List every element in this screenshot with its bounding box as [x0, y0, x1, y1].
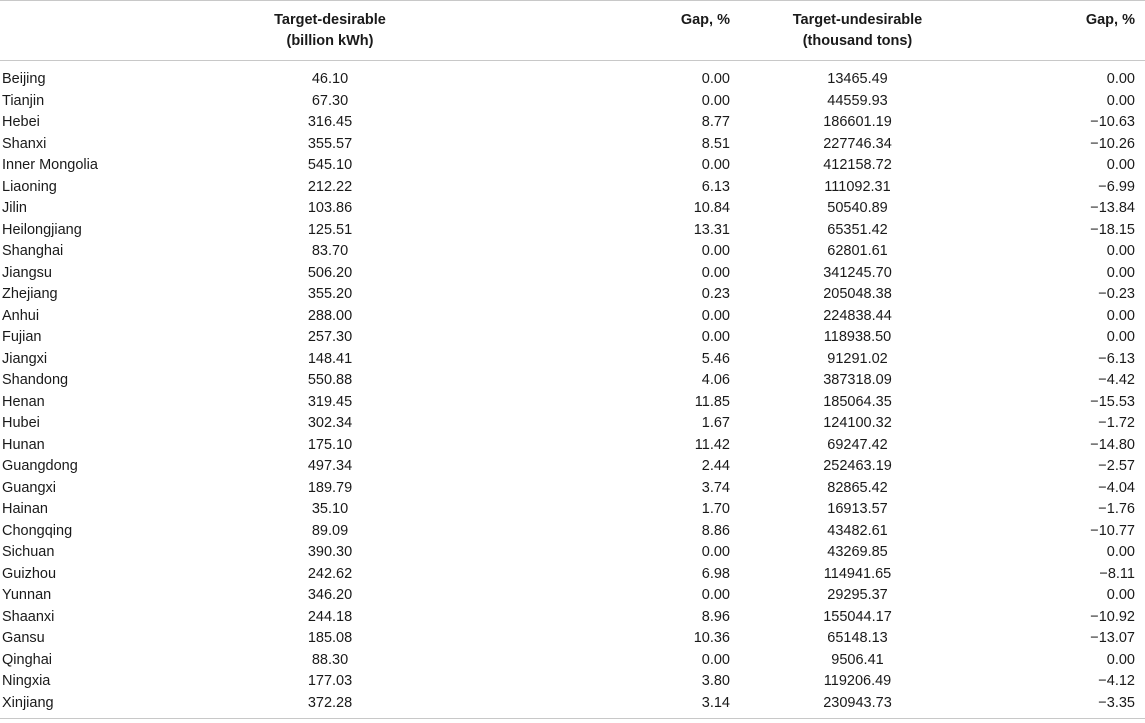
table-row: [0, 263, 1145, 285]
cell-target-undesirable: 43269.85: [827, 544, 888, 560]
cell-target-undesirable: 65148.13: [827, 630, 888, 646]
header-target-undesirable: [730, 1, 985, 61]
cell-target-desirable: 550.88: [307, 372, 353, 388]
cell-gap-undesirable: −1.72: [1098, 415, 1135, 431]
header-target-undesirable-unit: (thousand tons): [802, 33, 913, 49]
cell-region: Beijing: [2, 71, 46, 87]
table-row: [0, 177, 1145, 199]
cell-gap-desirable: 6.13: [701, 178, 730, 195]
cell-target-desirable: 302.34: [307, 415, 353, 431]
cell-region: Hebei: [2, 114, 40, 130]
cell-target-undesirable: 341245.70: [823, 264, 892, 281]
table-row: [0, 306, 1145, 328]
cell-gap-undesirable: −18.15: [1090, 221, 1135, 238]
cell-target-undesirable: 111092.31: [824, 178, 891, 195]
header-gap-desirable: Gap, %: [480, 1, 730, 61]
table-row: [0, 607, 1145, 629]
cell-gap-undesirable: −0.23: [1098, 286, 1135, 302]
table-row: [0, 456, 1145, 478]
cell-gap-desirable: 3.80: [701, 673, 730, 689]
cell-region: Hainan: [2, 501, 48, 517]
cell-target-desirable: 83.70: [311, 243, 349, 259]
cell-target-desirable: 390.30: [307, 544, 353, 560]
table-row: [0, 628, 1145, 650]
table-row: [0, 413, 1145, 435]
table-header: [0, 1, 1145, 61]
cell-region: Sichuan: [2, 544, 55, 560]
cell-gap-desirable: 0.00: [701, 587, 730, 603]
cell-target-desirable: 212.22: [307, 178, 353, 195]
cell-target-desirable: 148.41: [307, 350, 353, 367]
cell-gap-undesirable: −10.92: [1090, 608, 1135, 625]
cell-target-desirable: 89.09: [311, 522, 349, 539]
cell-target-desirable: 189.79: [307, 479, 353, 496]
cell-target-undesirable: 185064.35: [823, 393, 892, 410]
cell-target-desirable: 319.45: [307, 393, 353, 410]
cell-region: Zhejiang: [2, 286, 58, 302]
cell-target-desirable: 242.62: [307, 565, 353, 582]
cell-gap-desirable: 0.00: [701, 71, 730, 87]
cell-target-undesirable: 43482.61: [827, 522, 888, 539]
table-row: [0, 564, 1145, 586]
cell-region: Liaoning: [2, 178, 57, 195]
cell-target-desirable: 355.57: [307, 135, 353, 152]
cell-target-desirable: 67.30: [311, 92, 349, 109]
cell-region: Yunnan: [2, 587, 52, 603]
cell-gap-desirable: 0.00: [701, 92, 730, 109]
header-target-desirable: [180, 1, 480, 61]
cell-gap-undesirable: 0.00: [1106, 71, 1135, 87]
cell-target-desirable: 346.20: [307, 587, 353, 603]
cell-gap-undesirable: −13.84: [1090, 200, 1135, 216]
cell-gap-desirable: 0.00: [701, 651, 730, 668]
cell-gap-desirable: 0.00: [701, 307, 730, 324]
cell-target-undesirable: 44559.93: [827, 92, 888, 109]
cell-gap-undesirable: 0.00: [1106, 651, 1135, 668]
cell-gap-undesirable: −4.04: [1098, 479, 1135, 496]
cell-region: Ningxia: [2, 673, 51, 689]
cell-region: Xinjiang: [0, 693, 180, 719]
cell-gap-undesirable: 0.00: [1106, 587, 1135, 603]
cell-target-desirable: 175.10: [307, 436, 353, 453]
cell-target-desirable: 506.20: [307, 264, 353, 281]
cell-region: Shaanxi: [2, 608, 55, 625]
cell-gap-undesirable: −2.57: [1098, 458, 1135, 474]
cell-region: Guangxi: [2, 479, 57, 496]
cell-gap-desirable: 13.31: [693, 221, 730, 238]
table-row: [0, 650, 1145, 672]
cell-gap-undesirable: −4.12: [1098, 673, 1135, 689]
cell-gap-desirable: 2.44: [701, 458, 730, 474]
cell-gap-desirable: 8.77: [701, 114, 730, 130]
header-target-desirable-unit: (billion kWh): [286, 33, 374, 49]
cell-gap-desirable: 11.85: [694, 393, 730, 410]
cell-target-desirable: 244.18: [307, 608, 353, 625]
cell-gap-undesirable: −15.53: [1090, 393, 1135, 410]
cell-gap-undesirable: −13.07: [1090, 630, 1135, 646]
cell-gap-undesirable: −8.11: [1099, 565, 1135, 582]
cell-gap-undesirable: 0.00: [1106, 157, 1135, 173]
cell-gap-desirable: 1.70: [701, 501, 730, 517]
cell-gap-desirable: 10.84: [693, 200, 730, 216]
cell-gap-desirable: 8.86: [701, 522, 730, 539]
cell-gap-undesirable: 0.00: [1106, 544, 1135, 560]
table-row: [0, 478, 1145, 500]
cell-target-undesirable: 224838.44: [823, 307, 892, 324]
cell-region: Gansu: [2, 630, 45, 646]
cell-gap-desirable: 8.96: [701, 608, 730, 625]
table-row: [0, 155, 1145, 177]
cell-gap-desirable: 1.67: [701, 415, 730, 431]
cell-target-desirable: 257.30: [307, 329, 353, 345]
header-region: [0, 1, 180, 61]
cell-target-undesirable: 65351.42: [827, 221, 888, 238]
cell-region: Henan: [2, 393, 45, 410]
cell-gap-undesirable: −1.76: [1098, 501, 1135, 517]
cell-region: Hunan: [2, 436, 45, 453]
cell-target-undesirable: 13465.49: [827, 71, 888, 87]
cell-gap-desirable: 5.46: [701, 350, 730, 367]
cell-region: Shanxi: [2, 135, 47, 152]
cell-target-undesirable: 82865.42: [827, 479, 888, 496]
cell-gap-undesirable: −10.63: [1090, 114, 1135, 130]
cell-target-undesirable: 155044.17: [823, 608, 892, 625]
cell-gap-desirable: 4.06: [701, 372, 730, 388]
cell-gap-undesirable: 0.00: [1106, 329, 1135, 345]
cell-region: Anhui: [2, 307, 40, 324]
header-target-undesirable-title: Target-undesirable: [792, 12, 923, 28]
cell-target-undesirable: 412158.72: [823, 157, 892, 173]
cell-gap-undesirable: −6.13: [1098, 350, 1135, 367]
cell-target-desirable: 88.30: [311, 651, 349, 668]
table-row: [0, 349, 1145, 371]
cell-gap-desirable: 3.74: [701, 479, 730, 496]
table-row: [0, 693, 1145, 719]
cell-target-desirable: 288.00: [307, 307, 353, 324]
cell-gap-desirable: 10.36: [693, 630, 730, 646]
table-row: [0, 585, 1145, 607]
table-row: [0, 370, 1145, 392]
cell-gap-undesirable: 0.00: [1106, 243, 1135, 259]
cell-target-undesirable: 118938.50: [823, 329, 892, 345]
cell-gap-desirable: 8.51: [701, 135, 730, 152]
table-row: [0, 112, 1145, 134]
cell-target-desirable: 497.34: [307, 458, 353, 474]
cell-target-undesirable: 9506.41: [831, 651, 884, 668]
table-row: [0, 91, 1145, 113]
table-row: [0, 521, 1145, 543]
cell-gap-undesirable: 0.00: [1106, 264, 1135, 281]
cell-gap-desirable: 0.00: [701, 157, 730, 173]
cell-target-undesirable: 119206.49: [823, 673, 892, 689]
table-row: [0, 435, 1145, 457]
table-row: [0, 392, 1145, 414]
cell-gap-undesirable: −10.26: [1090, 135, 1135, 152]
cell-region: Tianjin: [2, 92, 45, 109]
table-row: [0, 671, 1145, 693]
cell-target-undesirable: 91291.02: [827, 350, 888, 367]
cell-target-desirable: 125.51: [307, 221, 353, 238]
cell-gap-undesirable: −4.42: [1098, 372, 1135, 388]
cell-target-undesirable: 50540.89: [827, 200, 888, 216]
table-row: [0, 241, 1145, 263]
cell-gap-desirable: 0.23: [701, 286, 730, 302]
cell-gap-undesirable: −3.35: [985, 693, 1145, 719]
cell-gap-undesirable: 0.00: [1106, 307, 1135, 324]
cell-region: Qinghai: [2, 651, 52, 668]
header-gap-undesirable: Gap, %: [985, 1, 1145, 61]
cell-target-desirable: 545.10: [307, 157, 353, 173]
cell-target-desirable: 316.45: [307, 114, 353, 130]
cell-gap-undesirable: 0.00: [1106, 92, 1135, 109]
cell-gap-desirable: 11.42: [694, 436, 730, 453]
cell-target-undesirable: 16913.57: [827, 501, 888, 517]
cell-target-undesirable: 124100.32: [823, 415, 892, 431]
cell-target-undesirable: 205048.38: [823, 286, 892, 302]
cell-region: Shandong: [2, 372, 69, 388]
cell-region: Guangdong: [2, 458, 78, 474]
cell-target-undesirable: 62801.61: [827, 243, 888, 259]
cell-gap-desirable: 0.00: [701, 264, 730, 281]
cell-target-undesirable: 69247.42: [827, 436, 888, 453]
table-row: [0, 284, 1145, 306]
cell-gap-undesirable: −14.80: [1090, 436, 1135, 453]
cell-gap-undesirable: −10.77: [1090, 522, 1135, 539]
header-row: [0, 1, 1145, 61]
cell-target-desirable: 177.03: [307, 673, 353, 689]
cell-target-desirable: 355.20: [307, 286, 353, 302]
table-row: [0, 499, 1145, 521]
cell-gap-desirable: 3.14: [480, 693, 730, 719]
cell-target-undesirable: 186601.19: [823, 114, 892, 130]
cell-gap-undesirable: −6.99: [1098, 178, 1135, 195]
cell-region: Shanghai: [2, 243, 64, 259]
cell-region: Inner Mongolia: [2, 157, 98, 173]
cell-target-undesirable: 230943.73: [730, 693, 985, 719]
cell-gap-desirable: 0.00: [701, 544, 730, 560]
cell-region: Jilin: [2, 200, 27, 216]
cell-target-desirable: 185.08: [307, 630, 353, 646]
table-row: [0, 61, 1145, 91]
cell-region: Chongqing: [2, 522, 73, 539]
cell-region: Heilongjiang: [2, 221, 82, 238]
cell-target-undesirable: 114941.65: [823, 565, 892, 582]
cell-target-undesirable: 227746.34: [823, 135, 892, 152]
cell-region: Jiangsu: [2, 264, 52, 281]
cell-region: Hubei: [2, 415, 40, 431]
cell-target-desirable: 372.28: [180, 693, 480, 719]
cell-gap-desirable: 0.00: [701, 243, 730, 259]
cell-target-undesirable: 252463.19: [823, 458, 892, 474]
table-row: [0, 198, 1145, 220]
cell-region: Guizhou: [2, 565, 57, 582]
table-row: [0, 134, 1145, 156]
table-row: [0, 542, 1145, 564]
cell-target-desirable: 46.10: [311, 71, 349, 87]
header-target-desirable-title: Target-desirable: [274, 12, 386, 28]
cell-region: Fujian: [2, 329, 42, 345]
table-row: [0, 220, 1145, 242]
cell-target-desirable: 103.86: [307, 200, 353, 216]
cell-region: Jiangxi: [2, 350, 48, 367]
cell-target-desirable: 35.10: [311, 501, 349, 517]
cell-gap-desirable: 0.00: [701, 329, 730, 345]
table-body: [0, 61, 1145, 719]
table-row: [0, 327, 1145, 349]
cell-gap-desirable: 6.98: [701, 565, 730, 582]
cell-target-undesirable: 387318.09: [823, 372, 892, 388]
cell-target-undesirable: 29295.37: [827, 587, 888, 603]
